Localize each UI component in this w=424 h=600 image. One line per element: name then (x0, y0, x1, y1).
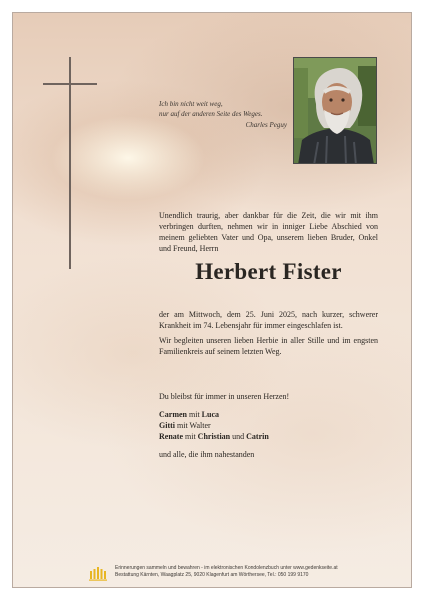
family-line-1: Carmen mit Luca (159, 410, 220, 419)
death-notice: der am Mittwoch, dem 25. Juni 2025, nach kurzer, schwerer Krankheit im 74. Lebensjahr für immer eingeschlafen ist. (159, 310, 378, 330)
bestattung-logo-icon (89, 565, 109, 581)
family-list (159, 409, 378, 442)
portrait-photo (293, 57, 377, 164)
deceased-name: Herbert Fister (195, 259, 342, 284)
quote (159, 99, 289, 130)
cross-icon (69, 57, 71, 269)
quote-author: Charles Peguy (245, 121, 287, 129)
cross-icon-bar (43, 83, 97, 85)
heart-line: Du bleibst für immer in unseren Herzen! (159, 392, 290, 401)
quote-line-2: nur auf der anderen Seite des Weges. (159, 110, 263, 118)
family-line-3: Renate mit Christian und Catrin (159, 432, 269, 441)
family-line-2: Gitti mit Walter (159, 421, 211, 430)
footer-line-2: Bestattung Kärnten, Waagplatz 25, 9020 Klagenfurt am Wörthersee, Tel.: 050 199 9170 (115, 572, 309, 578)
intro-text: Unendlich traurig, aber dankbar für die Zeit, die wir mit ihm verbringen durften, nehmen wir in inniger Liebe Abschied von meinem geliebten Vater und Opa, unserem lieben Bruder, Onkel und Freund, Herrn (159, 211, 378, 253)
footer (13, 561, 412, 583)
farewell-text: Wir begleiten unseren lieben Herbie in aller Stille und im engsten Familienkreis auf seinem letzten Weg. (159, 336, 378, 356)
portrait-image (294, 58, 377, 164)
footer-text (115, 565, 375, 579)
others-line: und alle, die ihm nahestanden (159, 450, 255, 459)
obituary-card (12, 12, 412, 588)
quote-line-1: Ich bin nicht weit weg, (159, 100, 223, 108)
footer-line-1: Erinnerungen sammeln und bewahren - im elektronischen Kondolenzbuch unter www.gedenkseite.at (115, 565, 338, 571)
